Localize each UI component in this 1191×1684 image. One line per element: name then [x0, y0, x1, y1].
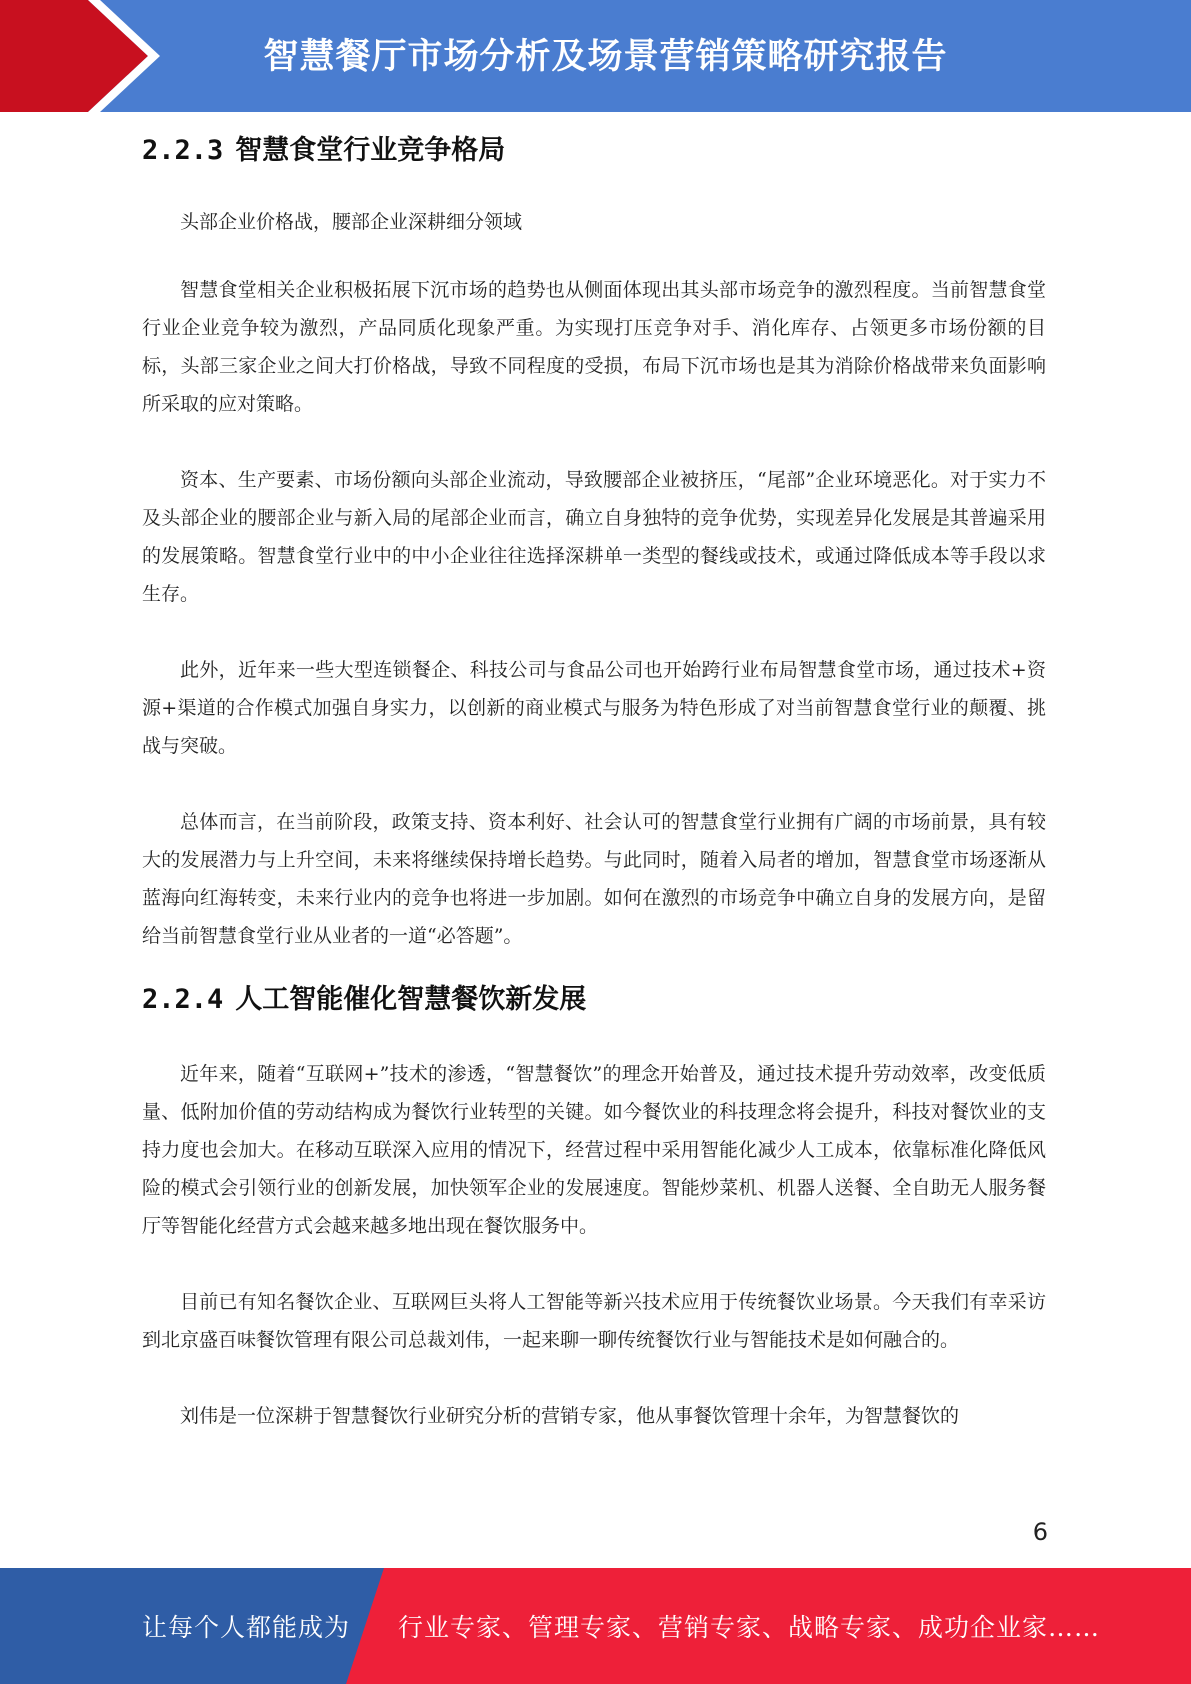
- section-title: 人工智能催化智慧餐饮新发展: [235, 984, 587, 1015]
- header-banner: [0, 0, 1191, 112]
- footer-banner: [0, 1568, 1191, 1684]
- section-number: 2.2.3: [142, 135, 224, 166]
- paragraph: 资本、生产要素、市场份额向头部企业流动，导致腰部企业被挤压，“尾部”企业环境恶化。对于实力不及头部企业的腰部企业与新入局的尾部企业而言，确立自身独特的竞争优势，实现差异化发展是其普遍采用的发展策略。智慧食堂行业中的中小企业往往选择深耕单一类型的餐线或技术，或通过降低成本等手段以求生存。: [142, 469, 1046, 605]
- footer-slogan-right: 行业专家、管理专家、营销专家、战略专家、成功企业家……: [398, 1613, 1101, 1642]
- paragraph: 此外，近年来一些大型连锁餐企、科技公司与食品公司也开始跨行业布局智慧食堂市场，通过技术+资源+渠道的合作模式加强自身实力，以创新的商业模式与服务为特色形成了对当前智慧食堂行业的颠覆、挑战与突破。: [142, 659, 1046, 757]
- footer-slogan-left: 让每个人都能成为: [142, 1613, 351, 1642]
- paragraph: 近年来，随着“互联网+”技术的渗透，“智慧餐饮”的理念开始普及，通过技术提升劳动效率，改变低质量、低附加价值的劳动结构成为餐饮行业转型的关键。如今餐饮业的科技理念将会提升，科技对餐饮业的支持力度也会加大。在移动互联深入应用的情况下，经营过程中采用智能化减少人工成本，依靠标准化降低风险的模式会引领行业的创新发展，加快领军企业的发展速度。智能炒菜机、机器人送餐、全自助无人服务餐厅等智能化经营方式会越来越多地出现在餐饮服务中。: [142, 1063, 1046, 1237]
- report-title: 智慧餐厅市场分析及场景营销策略研究报告: [263, 37, 948, 77]
- section-heading: [142, 977, 1046, 1023]
- paragraph: 目前已有知名餐饮企业、互联网巨头将人工智能等新兴技术应用于传统餐饮业场景。今天我们有幸采访到北京盛百味餐饮管理有限公司总裁刘伟，一起来聊一聊传统餐饮行业与智能技术是如何融合的。: [142, 1291, 1046, 1351]
- document-body: [142, 128, 1046, 1435]
- section-number: 2.2.4: [142, 984, 224, 1015]
- paragraph: 智慧食堂相关企业积极拓展下沉市场的趋势也从侧面体现出其头部市场竞争的激烈程度。当前智慧食堂行业企业竞争较为激烈，产品同质化现象严重。为实现打压竞争对手、消化库存、占领更多市场份额的目标，头部三家企业之间大打价格战，导致不同程度的受损，布局下沉市场也是其为消除价格战带来负面影响所采取的应对策略。: [142, 279, 1046, 415]
- page-number: 6: [1032, 1518, 1048, 1546]
- paragraph: 刘伟是一位深耕于智慧餐饮行业研究分析的营销专家，他从事餐饮管理十余年，为智慧餐饮的: [180, 1405, 960, 1427]
- paragraph: 头部企业价格战，腰部企业深耕细分领域: [180, 211, 523, 233]
- section-heading: [142, 128, 1046, 174]
- section-title: 智慧食堂行业竞争格局: [235, 135, 506, 166]
- paragraph: 总体而言，在当前阶段，政策支持、资本利好、社会认可的智慧食堂行业拥有广阔的市场前景，具有较大的发展潜力与上升空间，未来将继续保持增长趋势。与此同时，随着入局者的增加，智慧食堂市场逐渐从蓝海向红海转变，未来行业内的竞争也将进一步加剧。如何在激烈的市场竞争中确立自身的发展方向，是留给当前智慧食堂行业从业者的一道“必答题”。: [142, 811, 1046, 947]
